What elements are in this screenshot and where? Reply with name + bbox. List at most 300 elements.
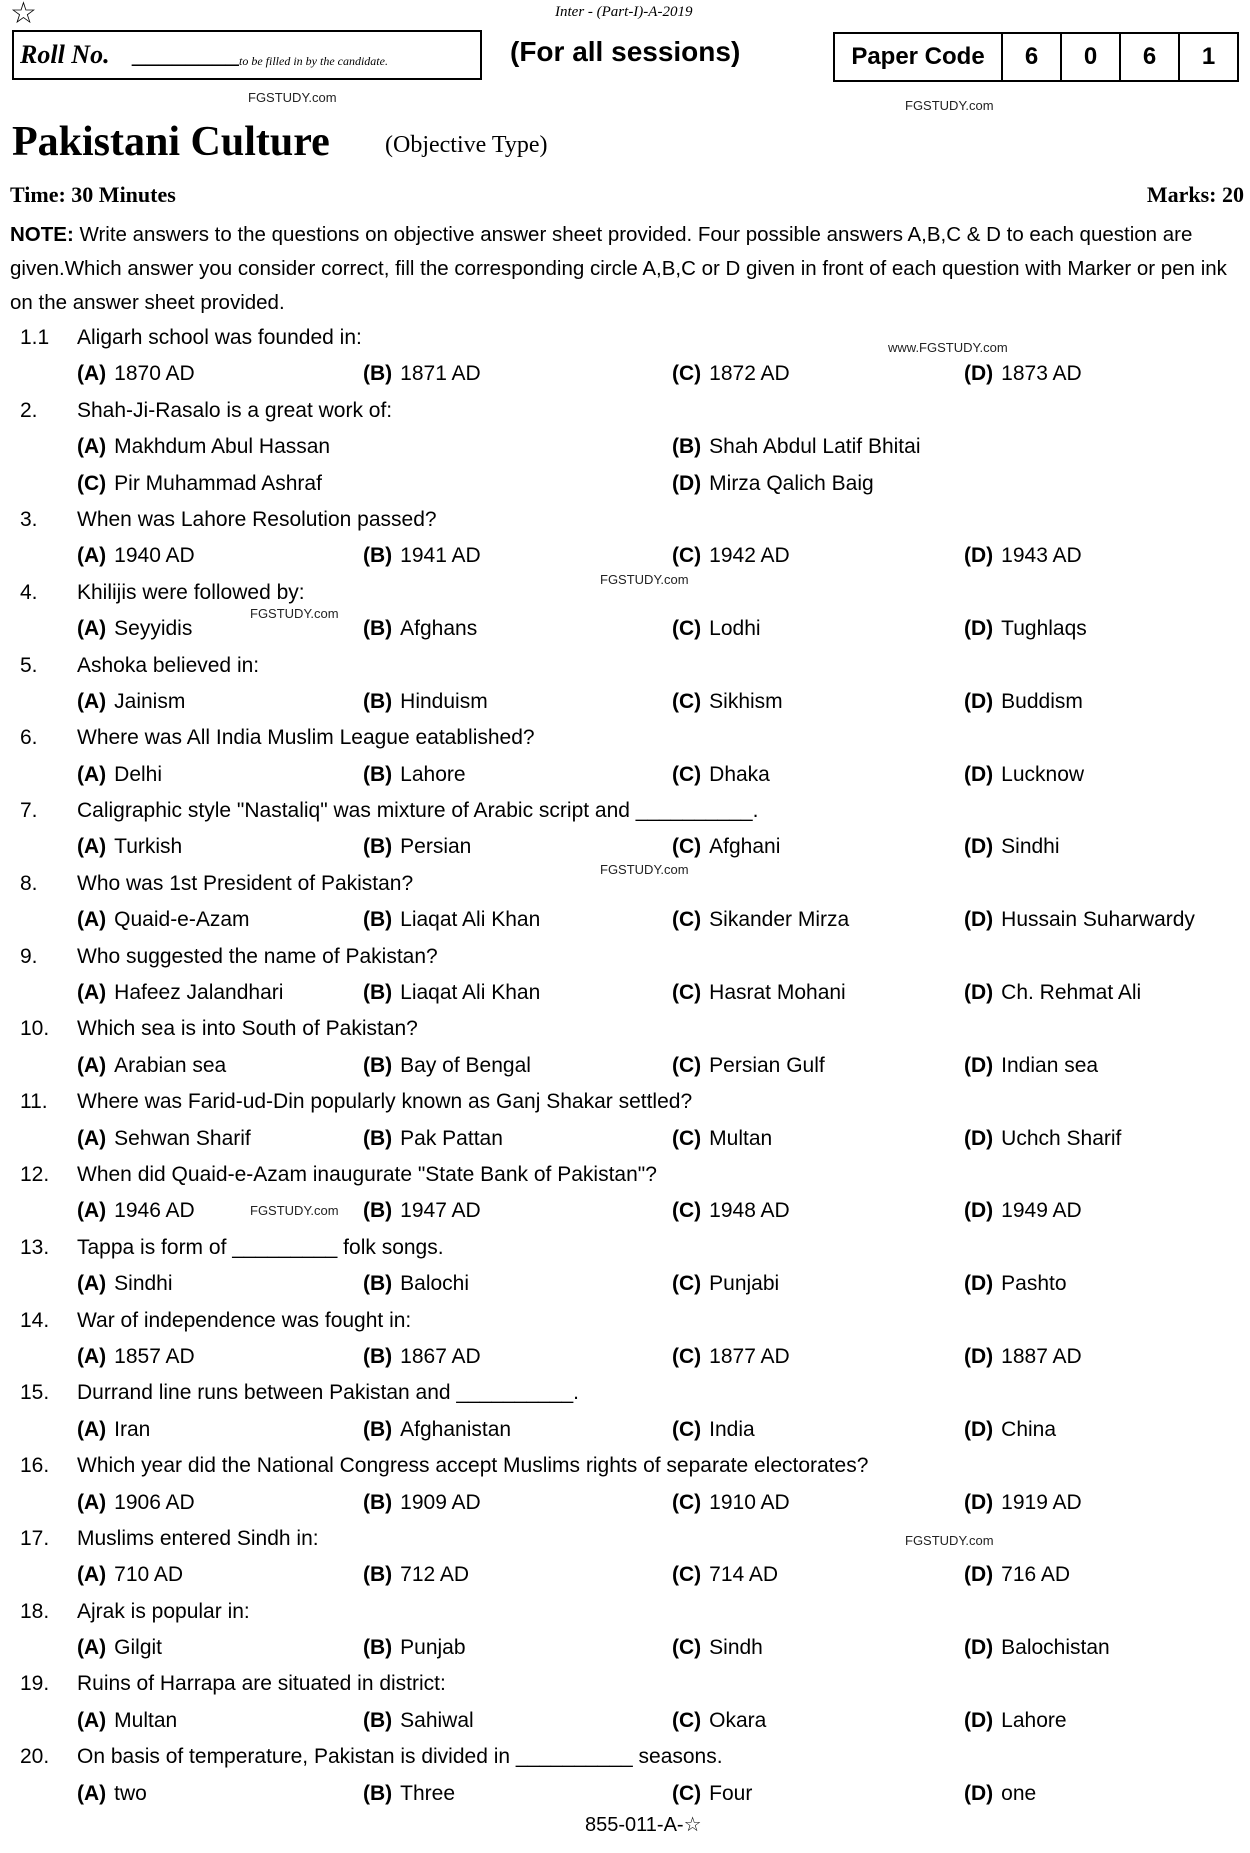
option-text: Punjabi	[709, 1272, 780, 1296]
option-letter: (C)	[672, 544, 702, 568]
question-text: Aligarh school was founded in:	[77, 326, 362, 349]
option-letter: (C)	[672, 1563, 702, 1587]
answer-option	[363, 538, 481, 574]
options-row	[0, 538, 1250, 574]
answer-option	[363, 1485, 481, 1521]
option-text: Buddism	[1001, 689, 1083, 713]
option-letter: (C)	[672, 981, 702, 1005]
option-letter: (A)	[77, 1563, 107, 1587]
answer-option	[363, 684, 488, 720]
answer-option	[672, 684, 783, 720]
option-letter: (B)	[363, 617, 393, 641]
option-text: 1910 AD	[709, 1490, 790, 1514]
answer-option	[672, 757, 770, 793]
option-letter: (C)	[672, 1417, 702, 1441]
answer-option	[363, 1048, 531, 1084]
option-letter: (D)	[964, 1199, 994, 1223]
question-text: Shah-Ji-Rasalo is a great work of:	[77, 398, 393, 422]
answer-option	[77, 466, 322, 502]
options-row	[0, 1557, 1250, 1593]
option-letter: (D)	[964, 362, 994, 386]
star-mark: ☆	[10, 0, 37, 30]
answer-option	[672, 538, 790, 574]
option-text: Makhdum Abul Hassan	[114, 435, 331, 459]
option-letter: (A)	[77, 362, 107, 386]
option-letter: (B)	[363, 1417, 393, 1441]
question-number: 12.	[20, 1162, 50, 1186]
option-letter: (C)	[77, 471, 107, 495]
question-row	[0, 1594, 1250, 1630]
note-label: NOTE:	[10, 223, 74, 246]
options-row	[0, 1193, 1250, 1229]
answer-option	[363, 902, 540, 938]
option-text: Delhi	[114, 762, 163, 786]
answer-option	[363, 1630, 466, 1666]
answer-option	[363, 975, 540, 1011]
option-text: 1941 AD	[400, 544, 481, 568]
watermark: FGSTUDY.com	[250, 606, 339, 621]
option-letter: (D)	[964, 1344, 994, 1368]
option-letter: (B)	[363, 762, 393, 786]
option-letter: (D)	[964, 1563, 994, 1587]
roll-number-box	[12, 30, 482, 80]
roll-label: Roll No.	[20, 40, 110, 69]
options-row	[0, 1048, 1250, 1084]
option-text: Quaid-e-Azam	[114, 908, 250, 932]
option-letter: (B)	[363, 1053, 393, 1077]
answer-option	[964, 975, 1141, 1011]
option-text: China	[1001, 1417, 1057, 1441]
option-letter: (B)	[363, 908, 393, 932]
answer-option	[672, 902, 849, 938]
watermark: FGSTUDY.com	[600, 862, 689, 877]
option-text: 1919 AD	[1001, 1490, 1082, 1514]
answer-option	[964, 1776, 1036, 1812]
question-text: Which year did the National Congress accept Muslims rights of separate electorates?	[77, 1454, 869, 1478]
question-row	[0, 1666, 1250, 1702]
options-row	[0, 611, 1250, 647]
option-letter: (C)	[672, 835, 702, 859]
time-label: Time: 30 Minutes	[10, 182, 176, 207]
answer-option	[77, 1339, 195, 1375]
answer-option	[964, 684, 1083, 720]
answer-option	[964, 1339, 1082, 1375]
answer-option	[77, 975, 283, 1011]
option-letter: (B)	[363, 544, 393, 568]
option-text: Jainism	[114, 689, 186, 713]
option-letter: (D)	[964, 1490, 994, 1514]
answer-option	[964, 1266, 1067, 1302]
question-number: 9.	[20, 944, 38, 968]
option-text: Balochi	[400, 1272, 470, 1296]
question-row	[0, 502, 1250, 538]
question-row	[0, 1448, 1250, 1484]
option-text: Hussain Suharwardy	[1001, 908, 1195, 932]
question-text: When did Quaid-e-Azam inaugurate "State Bank of Pakistan"?	[77, 1162, 657, 1186]
question-number: 6.	[20, 726, 38, 750]
option-letter: (B)	[363, 1636, 393, 1660]
question-row	[0, 793, 1250, 829]
answer-option	[77, 1557, 183, 1593]
answer-option	[964, 1557, 1070, 1593]
option-letter: (C)	[672, 1490, 702, 1514]
option-text: Hasrat Mohani	[709, 981, 846, 1005]
answer-option	[77, 757, 162, 793]
answer-option	[363, 1121, 503, 1157]
answer-option	[964, 829, 1060, 865]
option-text: Four	[709, 1781, 753, 1805]
options-row	[0, 829, 1250, 865]
option-text: Lodhi	[709, 617, 761, 641]
option-letter: (B)	[363, 981, 393, 1005]
option-text: Sindh	[709, 1636, 763, 1660]
answer-option	[964, 1412, 1056, 1448]
note-text: Write answers to the questions on objective answer sheet provided. Four possible answers A,B,C & D to each question are given.Which answer you consider correct, fill the corresponding circle A,B,C or D given in front of each question with Marker or pen ink on the answer sheet provided.	[10, 223, 1227, 314]
option-letter: (D)	[964, 689, 994, 713]
paper-code-digit: 6	[1001, 34, 1060, 80]
option-letter: (D)	[964, 908, 994, 932]
option-letter: (B)	[363, 689, 393, 713]
option-letter: (C)	[672, 1636, 702, 1660]
answer-option	[77, 1412, 150, 1448]
exam-line: Inter - (Part-I)-A-2019	[555, 4, 693, 20]
watermark: FGSTUDY.com	[600, 572, 689, 587]
option-text: 1942 AD	[709, 544, 790, 568]
watermark: FGSTUDY.com	[905, 1533, 994, 1548]
option-text: Pir Muhammad Ashraf	[114, 471, 322, 495]
question-number: 5.	[20, 653, 38, 677]
question-row	[0, 1084, 1250, 1120]
option-text: one	[1001, 1781, 1037, 1805]
question-row	[0, 648, 1250, 684]
answer-option	[672, 356, 790, 392]
question-text: Which sea is into South of Pakistan?	[77, 1017, 418, 1041]
option-letter: (A)	[77, 1053, 107, 1077]
page-title: Pakistani Culture	[12, 119, 330, 165]
answer-option	[672, 1121, 772, 1157]
answer-option	[77, 1485, 195, 1521]
answer-option	[363, 611, 477, 647]
options-row	[0, 466, 1250, 502]
question-text: Ruins of Harrapa are situated in district:	[77, 1672, 446, 1696]
answer-option	[964, 356, 1082, 392]
sessions-label: (For all sessions)	[510, 36, 741, 67]
option-text: Persian	[400, 835, 472, 859]
option-text: Liaqat Ali Khan	[400, 981, 541, 1005]
question-text: Ashoka believed in:	[77, 653, 260, 677]
question-number: 19.	[20, 1672, 50, 1696]
answer-option	[363, 1703, 474, 1739]
option-text: Pashto	[1001, 1272, 1067, 1296]
option-text: Pak Pattan	[400, 1126, 503, 1150]
option-text: 1906 AD	[114, 1490, 195, 1514]
answer-option	[363, 829, 471, 865]
paper-code-digit: 0	[1060, 34, 1119, 80]
option-text: 1947 AD	[400, 1199, 481, 1223]
marks-label: Marks: 20	[1146, 182, 1244, 207]
option-letter: (A)	[77, 1490, 107, 1514]
option-text: Afghans	[400, 617, 478, 641]
answer-option	[964, 757, 1084, 793]
watermark: FGSTUDY.com	[250, 1203, 339, 1218]
option-letter: (B)	[363, 362, 393, 386]
question-number: 13.	[20, 1235, 50, 1259]
watermark: www.FGSTUDY.com	[888, 340, 1008, 355]
option-text: Punjab	[400, 1636, 466, 1660]
option-letter: (D)	[964, 762, 994, 786]
option-letter: (A)	[77, 981, 107, 1005]
option-text: 716 AD	[1001, 1563, 1071, 1587]
paper-code-digit: 6	[1119, 34, 1178, 80]
question-number: 17.	[20, 1526, 50, 1550]
option-text: Gilgit	[114, 1636, 163, 1660]
answer-option	[964, 1193, 1082, 1229]
options-row	[0, 1703, 1250, 1739]
watermark: FGSTUDY.com	[905, 98, 994, 113]
question-number: 3.	[20, 507, 38, 531]
option-letter: (A)	[77, 1344, 107, 1368]
option-text: Dhaka	[709, 762, 770, 786]
answer-option	[672, 1266, 779, 1302]
options-row	[0, 757, 1250, 793]
question-number: 16.	[20, 1454, 50, 1478]
answer-option	[77, 538, 195, 574]
option-letter: (A)	[77, 762, 107, 786]
option-text: 1857 AD	[114, 1344, 195, 1368]
question-row	[0, 1230, 1250, 1266]
question-row	[0, 320, 1250, 356]
option-text: 1949 AD	[1001, 1199, 1082, 1223]
option-letter: (A)	[77, 544, 107, 568]
option-letter: (C)	[672, 1272, 702, 1296]
question-row	[0, 866, 1250, 902]
roll-blank: ________	[132, 40, 239, 67]
option-text: Sikhism	[709, 689, 783, 713]
question-text: Khilijis were followed by:	[77, 580, 305, 604]
option-letter: (B)	[363, 1126, 393, 1150]
option-text: 1872 AD	[709, 362, 790, 386]
question-row	[0, 1375, 1250, 1411]
answer-option	[672, 1776, 752, 1812]
question-number: 7.	[20, 799, 38, 823]
answer-option	[672, 829, 780, 865]
option-text: Shah Abdul Latif Bhitai	[709, 435, 921, 459]
answer-option	[77, 1193, 195, 1229]
question-text: When was Lahore Resolution passed?	[77, 507, 437, 531]
option-text: Afghani	[709, 835, 781, 859]
option-text: Lahore	[1001, 1708, 1067, 1732]
question-text: Tappa is form of _________ folk songs.	[77, 1235, 444, 1259]
answer-option	[363, 1339, 481, 1375]
question-number: 1.1	[20, 326, 50, 349]
answer-option	[77, 1630, 162, 1666]
question-row	[0, 575, 1250, 611]
option-letter: (A)	[77, 689, 107, 713]
answer-option	[363, 1776, 455, 1812]
options-row	[0, 1121, 1250, 1157]
option-letter: (D)	[964, 1781, 994, 1805]
option-text: two	[114, 1781, 147, 1805]
option-text: 710 AD	[114, 1563, 184, 1587]
answer-option	[672, 1557, 778, 1593]
question-number: 10.	[20, 1017, 50, 1041]
option-letter: (A)	[77, 1126, 107, 1150]
question-row	[0, 720, 1250, 756]
answer-option	[964, 902, 1195, 938]
option-letter: (C)	[672, 908, 702, 932]
answer-option	[77, 429, 330, 465]
option-letter: (C)	[672, 1781, 702, 1805]
question-text: Muslims entered Sindh in:	[77, 1526, 319, 1550]
answer-option	[77, 1266, 173, 1302]
option-letter: (C)	[672, 617, 702, 641]
option-text: 1867 AD	[400, 1344, 481, 1368]
question-number: 4.	[20, 580, 38, 604]
question-text: Who suggested the name of Pakistan?	[77, 944, 438, 968]
option-letter: (B)	[363, 1781, 393, 1805]
option-letter: (C)	[672, 762, 702, 786]
option-letter: (D)	[672, 471, 702, 495]
option-text: Seyyidis	[114, 617, 193, 641]
answer-option	[672, 1339, 790, 1375]
question-text: Ajrak is popular in:	[77, 1599, 250, 1623]
answer-option	[77, 902, 250, 938]
option-text: 1887 AD	[1001, 1344, 1082, 1368]
option-letter: (B)	[672, 435, 702, 459]
option-text: Multan	[709, 1126, 773, 1150]
question-row	[0, 393, 1250, 429]
answer-option	[672, 975, 846, 1011]
options-row	[0, 1630, 1250, 1666]
answer-option	[672, 1412, 755, 1448]
option-text: Arabian sea	[114, 1053, 227, 1077]
option-text: Sindhi	[114, 1272, 173, 1296]
option-letter: (B)	[363, 1490, 393, 1514]
answer-option	[672, 1630, 763, 1666]
answer-option	[77, 611, 192, 647]
answer-option	[363, 1266, 469, 1302]
option-letter: (C)	[672, 689, 702, 713]
option-text: 1873 AD	[1001, 362, 1082, 386]
option-letter: (D)	[964, 1417, 994, 1441]
options-row	[0, 429, 1250, 465]
option-text: Sindhi	[1001, 835, 1060, 859]
option-text: India	[709, 1417, 755, 1441]
option-letter: (D)	[964, 617, 994, 641]
answer-option	[672, 611, 761, 647]
option-letter: (A)	[77, 835, 107, 859]
option-text: Mirza Qalich Baig	[709, 471, 874, 495]
option-letter: (D)	[964, 1636, 994, 1660]
options-row	[0, 902, 1250, 938]
option-letter: (D)	[964, 1708, 994, 1732]
option-letter: (B)	[363, 1708, 393, 1732]
option-text: Hinduism	[400, 689, 488, 713]
option-letter: (C)	[672, 1344, 702, 1368]
option-letter: (C)	[672, 362, 702, 386]
option-letter: (D)	[964, 544, 994, 568]
option-text: Uchch Sharif	[1001, 1126, 1122, 1150]
option-letter: (D)	[964, 1126, 994, 1150]
answer-option	[363, 757, 466, 793]
options-row	[0, 684, 1250, 720]
footer-code: 855-011-A-☆	[585, 1814, 702, 1836]
option-text: 714 AD	[709, 1563, 779, 1587]
options-row	[0, 1776, 1250, 1812]
option-letter: (B)	[363, 1344, 393, 1368]
options-row	[0, 975, 1250, 1011]
option-letter: (D)	[964, 981, 994, 1005]
option-letter: (A)	[77, 1272, 107, 1296]
option-text: Sahiwal	[400, 1708, 474, 1732]
option-letter: (C)	[672, 1126, 702, 1150]
answer-option	[672, 466, 874, 502]
answer-option	[964, 1630, 1110, 1666]
option-text: Persian Gulf	[709, 1053, 825, 1077]
answer-option	[363, 1412, 511, 1448]
answer-option	[77, 356, 195, 392]
question-text: Caligraphic style "Nastaliq" was mixture of Arabic script and __________.	[77, 799, 759, 823]
option-text: 1948 AD	[709, 1199, 790, 1223]
option-text: 1940 AD	[114, 544, 195, 568]
option-text: 712 AD	[400, 1563, 470, 1587]
page-subtitle: (Objective Type)	[385, 132, 548, 158]
options-row	[0, 1339, 1250, 1375]
option-text: Turkish	[114, 835, 183, 859]
option-text: 1909 AD	[400, 1490, 481, 1514]
options-row	[0, 1412, 1250, 1448]
answer-option	[363, 1557, 469, 1593]
question-number: 11.	[20, 1090, 48, 1114]
paper-code-box	[833, 32, 1239, 82]
question-row	[0, 1011, 1250, 1047]
option-letter: (B)	[363, 1199, 393, 1223]
option-text: 1946 AD	[114, 1199, 195, 1223]
question-row	[0, 1303, 1250, 1339]
question-row	[0, 1739, 1250, 1775]
option-text: Iran	[114, 1417, 151, 1441]
question-text: War of independence was fought in:	[77, 1308, 412, 1332]
option-text: Okara	[709, 1708, 767, 1732]
question-number: 18.	[20, 1599, 50, 1623]
option-letter: (D)	[964, 1272, 994, 1296]
question-number: 14.	[20, 1308, 50, 1332]
question-row	[0, 939, 1250, 975]
answer-option	[964, 1703, 1067, 1739]
answer-option	[363, 1193, 481, 1229]
question-text: On basis of temperature, Pakistan is divided in __________ seasons.	[77, 1745, 723, 1769]
options-row	[0, 1266, 1250, 1302]
question-text: Where was Farid-ud-Din popularly known as Ganj Shakar settled?	[77, 1090, 693, 1114]
question-text: Where was All India Muslim League eatablished?	[77, 726, 535, 750]
options-row	[0, 356, 1250, 392]
answer-option	[77, 1048, 226, 1084]
question-number: 2.	[20, 398, 38, 422]
option-text: Lahore	[400, 762, 466, 786]
option-letter: (C)	[672, 1199, 702, 1223]
answer-option	[672, 1485, 790, 1521]
question-text: Durrand line runs between Pakistan and __________.	[77, 1381, 580, 1405]
answer-option	[672, 429, 920, 465]
option-letter: (A)	[77, 617, 107, 641]
option-letter: (D)	[964, 835, 994, 859]
option-text: 1871 AD	[400, 362, 481, 386]
option-letter: (B)	[363, 1563, 393, 1587]
option-letter: (C)	[672, 1053, 702, 1077]
option-letter: (A)	[77, 1417, 107, 1441]
question-number: 8.	[20, 871, 38, 895]
question-number: 20.	[20, 1745, 50, 1769]
